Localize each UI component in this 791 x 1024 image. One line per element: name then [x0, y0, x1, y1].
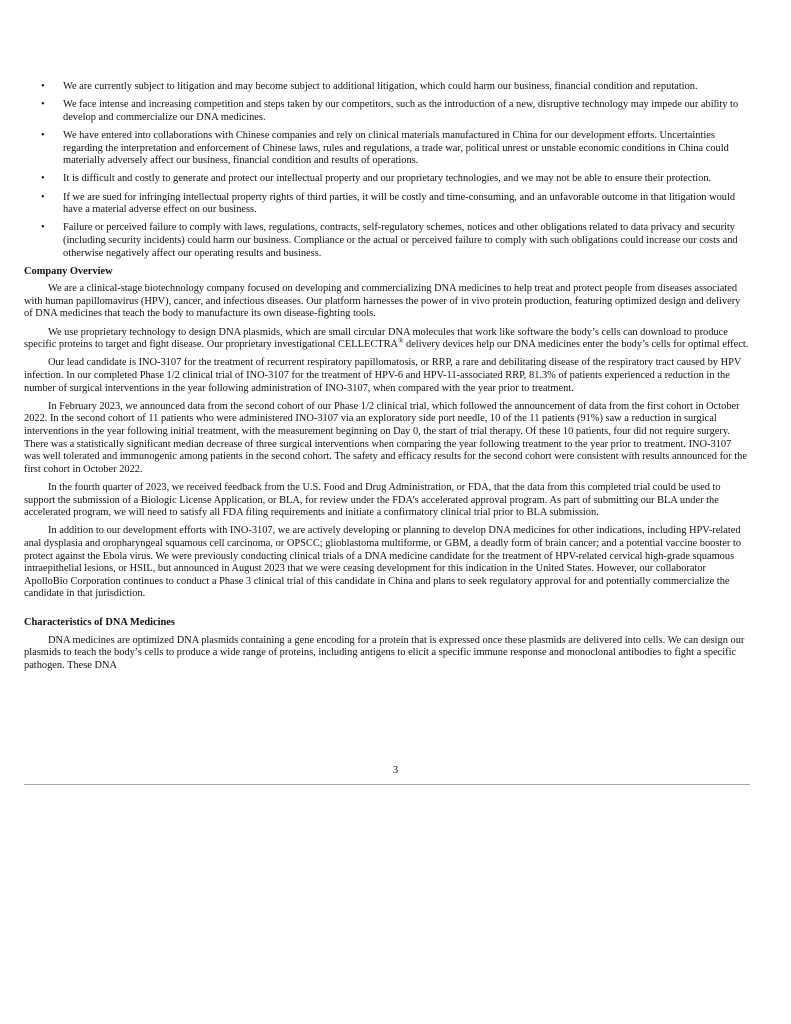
bullet-text: If we are sued for infringing intellectual property rights of third parties, it will be costly and time-consuming, and an unfavorable outcome in that litigation would have a material adverse effect on our business.: [63, 191, 736, 216]
overview-paragraph: Our lead candidate is INO-3107 for the treatment of recurrent respiratory papillomatosis, or RRP, a rare and debilitating disease of the respiratory tract caused by HPV infection. In our completed Phase 1/2 clinical trial of INO-3107 for the treatment of HPV-6 and HPV-11-associated RRP, 81.3% of patients experienced a reduction in the number of surgical interventions in the year following administration of INO-3107, when compared with the year prior to treatment.: [24, 357, 742, 394]
page-number: 3: [392, 765, 399, 776]
bullet-marker: •: [41, 191, 45, 203]
overview-paragraph-text: delivery devices help our DNA medicines enter the body’s cells for optimal effect.: [403, 339, 749, 351]
risk-bullet-list: [24, 81, 750, 260]
risk-bullet-item: [24, 173, 750, 186]
bullet-text: We have entered into collaborations with Chinese companies and rely on clinical materials manufactured in China for our development efforts. Uncertainties regarding the interpretation and enforcement of Chinese laws, rules and regulations, a trade war, political unrest or unstable economic conditions in China could materially adversely affect our business, financial condition and results of operations.: [63, 129, 729, 167]
overview-paragraph: In February 2023, we announced data from the second cohort of our Phase 1/2 clinical trial, which followed the announcement of data from the first cohort in October 2022. In the second cohort of 11 patients who were administered INO-3107 via an exploratory side port needle, 10 of the 11 patients (91%) saw a reduction in surgical interventions in the year following initial treatment, with the measurement beginning on Day 0, the start of trial therapy. Of these 10 patients, four did not require surgery. There was a statistically significant median decrease of three surgical interventions when comparing the year following treatment to the year prior to treatment. INO-3107 was well tolerated and immunogenic among patients in the second cohort. The safety and efficacy results for the second cohort were consistent with results announced for the first cohort in October 2022.: [24, 400, 747, 475]
risk-bullet-item: [24, 222, 750, 260]
risk-bullet-item: [24, 81, 750, 94]
bullet-text: It is difficult and costly to generate and protect our intellectual property and our proprietary technologies, and we may not be able to ensure their protection.: [63, 173, 712, 185]
risk-bullet-item: [24, 192, 750, 217]
overview-paragraph: In addition to our development efforts with INO-3107, we are actively developing or planning to develop DNA medicines for other indications, including HPV-related anal dysplasia and oropharyngeal squamous cell carcinoma, or OPSCC; glioblastoma multiforme, or GBM, a deadly form of brain cancer; and a potential vaccine booster to protect against the Ebola virus. We were previously conducting clinical trials of a DNA medicine candidate for the treatment of HPV-related cervical high-grade squamous intraepithelial lesions, or HSIL, but announced in August 2023 that we were ceasing development for this indication in the United States. However, our collaborator ApolloBio Corporation continues to conduct a Phase 3 clinical trial of this candidate in China and plans to seek regulatory approval for and potentially commercialize the candidate in that jurisdiction.: [24, 525, 742, 600]
overview-paragraph: We are a clinical-stage biotechnology company focused on developing and commercializing DNA medicines to help treat and protect people from diseases associated with human papillomavirus (HPV), cancer, and infectious diseases. Our platform harnesses the power of in vivo protein production, featuring optimized design and delivery of DNA medicines that teach the body to manufacture its own disease-fighting tools.: [24, 283, 741, 320]
company-overview-heading: Company Overview: [24, 265, 113, 277]
footer-divider: [24, 784, 750, 785]
overview-paragraph-text: We use proprietary technology to design DNA plasmids, which are small circular DNA molecules that work like software the body’s cells can download to produce specific proteins to target and fight disease. Our proprietary investigational CELLECTRA: [24, 326, 728, 351]
risk-bullet-item: [24, 130, 750, 168]
characteristics-paragraph: DNA medicines are optimized DNA plasmids containing a gene encoding for a protein that is expressed once these plasmids are delivered into cells. We can design our plasmids to teach the body’s cells to produce a wide range of proteins, including antigens to elicit a specific immune response and monoclonal antibodies to fight a specific pathogen. These DNA: [24, 634, 745, 671]
bullet-text: We face intense and increasing competition and steps taken by our competitors, such as the introduction of a new, disruptive technology may impede our ability to develop and commercialize our DNA medicines.: [63, 99, 739, 123]
bullet-marker: •: [41, 129, 45, 141]
overview-paragraph: In the fourth quarter of 2023, we received feedback from the U.S. Food and Drug Administration, or FDA, that the data from this completed trial could be used to support the submission of a Biologic License Application, or BLA, for review under the FDA’s accelerated approval program. As part of submitting our BLA under the accelerated program, we will need to satisfy all FDA filing requirements and initiate a confirmatory clinical trial prior to BLA submission.: [24, 481, 721, 519]
registered-mark: ®: [398, 337, 404, 346]
risk-bullet-item: [24, 99, 750, 124]
characteristics-heading: Characteristics of DNA Medicines: [24, 616, 175, 628]
bullet-marker: •: [41, 222, 45, 234]
document-page: [24, 81, 750, 678]
bullet-marker: •: [41, 99, 45, 111]
bullet-text: We are currently subject to litigation and may become subject to additional litigation, which could harm our business, financial condition and reputation.: [63, 81, 698, 92]
bullet-text: Failure or perceived failure to comply with laws, regulations, contracts, self-regulatory schemes, notices and other obligations related to data privacy and security (including security incidents) could harm our business. Compliance or the actual or perceived failure to comply with such obligations could increase our costs and otherwise negatively affect our operating results and business.: [63, 222, 738, 259]
bullet-marker: •: [41, 173, 45, 185]
overview-paragraph: [24, 327, 750, 352]
bullet-marker: •: [41, 81, 45, 92]
